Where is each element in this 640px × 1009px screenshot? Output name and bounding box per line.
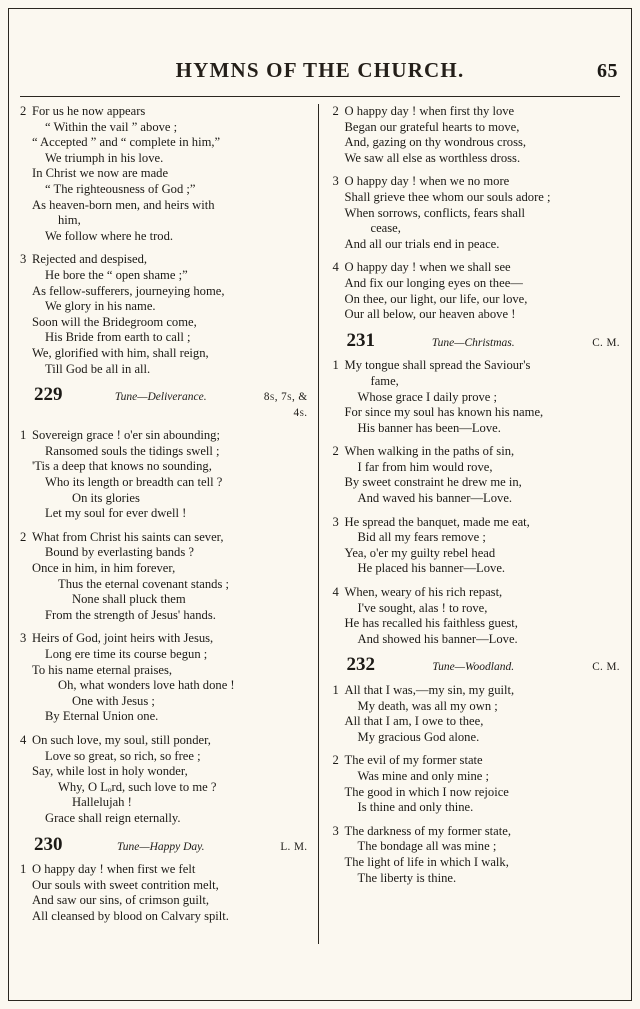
stanza [20, 733, 308, 827]
hymn-tune: Tune—Christmas. [431, 336, 515, 349]
verse-line [333, 276, 621, 292]
verse-text: On its glories [72, 490, 140, 505]
verse-text: The light of life in which I walk, [344, 854, 509, 869]
verse-text: “ Accepted ” and “ complete in him,” [32, 135, 221, 150]
verse-text: I far from him would rove, [357, 459, 493, 474]
verse-text: Why, O Lₒrd, such love to me ? [58, 779, 217, 794]
verse-line [20, 362, 308, 378]
verse-line [333, 785, 621, 801]
verse-line [333, 530, 621, 546]
verse-line [333, 390, 621, 406]
verse-number: 1 [332, 683, 339, 697]
stanza [333, 444, 621, 506]
hymn-heading [20, 384, 308, 421]
verse-text: Hallelujah ! [72, 795, 132, 810]
verse-text: Long ere time its course begun ; [45, 647, 208, 661]
verse-text: He has recalled his faithless guest, [344, 616, 518, 631]
verse-line [20, 561, 308, 577]
verse-text: As fellow-sufferers, journeying home, [32, 283, 225, 298]
verse-text: O happy day ! when first thy love [344, 104, 515, 118]
verse-line [333, 699, 621, 715]
verse-text: We glory in his name. [45, 299, 156, 314]
verse-line [333, 421, 621, 437]
hymn-tune: Tune—Happy Day. [116, 840, 205, 853]
stanza [333, 824, 621, 886]
verse-text: For since my soul has known his name, [344, 405, 544, 420]
verse-number: 3 [20, 252, 27, 267]
verse-line [333, 491, 621, 507]
verse-line [20, 459, 308, 475]
verse-line [20, 592, 308, 608]
verse-text: Soon will the Bridegroom come, [32, 314, 197, 329]
stanza [333, 260, 621, 322]
hymn-meter: L. M. [280, 840, 308, 853]
stanza [333, 683, 621, 745]
verse-number: 3 [332, 174, 339, 189]
hymn-meter: C. M. [592, 336, 620, 349]
verse-line [20, 491, 308, 507]
verse-line [20, 252, 308, 268]
header-rule [20, 96, 620, 97]
verse-line [20, 608, 308, 624]
verse-line [333, 753, 621, 769]
verse-text: Once in him, in him forever, [32, 561, 176, 576]
verse-line [333, 260, 621, 276]
verse-text: And fix our longing eyes on thee— [344, 275, 523, 290]
verse-line [20, 315, 308, 331]
verse-text: My gracious God alone. [357, 729, 480, 744]
verse-text: My tongue shall spread the Saviour's [344, 358, 531, 373]
verse-line [333, 769, 621, 785]
verse-line [333, 444, 621, 460]
hymn-heading [333, 654, 621, 676]
verse-number: 1 [20, 428, 27, 443]
verse-line [333, 871, 621, 887]
verse-text: The evil of my former state [344, 753, 483, 768]
verse-text: As heaven-born men, and heirs with [32, 197, 215, 212]
verse-line [20, 428, 308, 444]
verse-line [20, 182, 308, 198]
verse-line [20, 120, 308, 136]
verse-text: He placed his banner—Love. [357, 561, 506, 576]
verse-line [20, 795, 308, 811]
verse-line [333, 561, 621, 577]
hymn [332, 329, 621, 648]
verse-text: “ The righteousness of God ;” [45, 181, 196, 196]
verse-text: His Bride from earth to call ; [45, 330, 191, 345]
verse-text: Whose grace I daily prove ; [357, 389, 498, 404]
verse-line [333, 190, 621, 206]
stanza [333, 753, 621, 815]
verse-line [20, 444, 308, 460]
verse-text: Began our grateful hearts to move, [344, 119, 520, 134]
verse-line [333, 632, 621, 648]
verse-line [333, 292, 621, 308]
stanza [333, 104, 621, 166]
hymn-meter: C. M. [592, 661, 620, 674]
hymn-tune: Tune—Deliverance. [114, 391, 207, 404]
verse-text: Shall grieve thee whom our souls adore ; [344, 189, 551, 204]
stanza [20, 530, 308, 624]
hymn-number: 232 [346, 654, 375, 676]
hymn-number: 231 [346, 329, 375, 351]
verse-line [20, 780, 308, 796]
verse-line [20, 135, 308, 151]
verse-text: Let my soul for ever dwell ! [45, 506, 187, 521]
stanza [20, 252, 308, 377]
verse-line [20, 663, 308, 679]
verse-line [333, 374, 621, 390]
column-divider [318, 104, 319, 944]
verse-text: Sovereign grace ! o'er sin abounding; [32, 428, 220, 443]
verse-text: Was mine and only mine ; [357, 768, 490, 783]
verse-text: him, [58, 213, 81, 228]
verse-text: For us he now appears [32, 104, 146, 118]
verse-text: His banner has been—Love. [357, 420, 501, 435]
verse-text: cease, [370, 221, 401, 236]
verse-text: O happy day ! when first we felt [32, 862, 196, 877]
verse-text: On thee, our light, our life, our love, [344, 291, 528, 306]
hymn [20, 384, 308, 826]
stanza [333, 358, 621, 436]
verse-line [20, 151, 308, 167]
verse-line [20, 764, 308, 780]
verse-line [20, 268, 308, 284]
verse-line [20, 709, 308, 725]
verse-text: My death, was all my own ; [357, 698, 498, 713]
verse-line [333, 601, 621, 617]
verse-text: Till God be all in all. [45, 361, 151, 376]
verse-line [333, 714, 621, 730]
verse-line [20, 166, 308, 182]
verse-text: He bore the “ open shame ;” [45, 267, 188, 282]
verse-text: We saw all else as worthless dross. [344, 150, 521, 165]
verse-text: On such love, my soul, still ponder, [32, 732, 211, 747]
stanza [20, 428, 308, 522]
verse-text: Is thine and only thine. [357, 800, 474, 815]
verse-line [20, 198, 308, 214]
stanza [333, 174, 621, 252]
verse-line [333, 616, 621, 632]
verse-line [333, 839, 621, 855]
hymn [20, 104, 308, 377]
verse-line [20, 475, 308, 491]
verse-line [333, 800, 621, 816]
verse-number: 2 [332, 104, 339, 118]
verse-line [333, 460, 621, 476]
verse-line [333, 515, 621, 531]
hymn-number: 230 [34, 833, 63, 855]
verse-text: From the strength of Jesus' hands. [45, 607, 216, 622]
verse-text: Grace shall reign eternally. [45, 810, 181, 825]
verse-text: The good in which I now rejoice [344, 784, 509, 799]
hymn [333, 104, 621, 323]
verse-line [333, 151, 621, 167]
verse-text: By Eternal Union one. [45, 709, 159, 724]
verse-text: To his name eternal praises, [32, 662, 173, 677]
verse-line [333, 546, 621, 562]
verse-text: 'Tis a deep that knows no sounding, [32, 459, 212, 474]
verse-line [20, 678, 308, 694]
verse-text: And saw our sins, of crimson guilt, [32, 893, 210, 908]
verse-text: O happy day ! when we no more [344, 174, 510, 189]
verse-text: Bound by everlasting bands ? [45, 545, 194, 560]
verse-line [20, 299, 308, 315]
verse-number: 4 [20, 732, 27, 747]
verse-line [20, 811, 308, 827]
hymn [20, 833, 308, 925]
verse-text: All that I was,—my sin, my guilt, [344, 683, 515, 697]
verse-line [20, 749, 308, 765]
verse-line [333, 855, 621, 871]
verse-line [333, 221, 621, 237]
verse-line [333, 358, 621, 374]
verse-text: And waved his banner—Love. [357, 491, 513, 506]
verse-text: In Christ we now are made [32, 166, 169, 181]
verse-line [20, 346, 308, 362]
verse-text: All that I am, I owe to thee, [344, 714, 484, 729]
verse-line [20, 229, 308, 245]
hymn-heading [20, 833, 308, 856]
right-column [321, 104, 621, 973]
verse-line [333, 135, 621, 151]
verse-line [333, 683, 621, 699]
verse-text: The darkness of my former state, [344, 823, 511, 838]
hymn-tune: Tune—Woodland. [432, 661, 515, 674]
stanza [20, 104, 308, 244]
stanza [20, 631, 308, 725]
verse-text: When sorrows, conflicts, fears shall [344, 205, 525, 220]
hymn [332, 654, 621, 886]
verse-text: What from Christ his saints can sever, [32, 529, 224, 544]
verse-line [20, 878, 308, 894]
verse-text: Love so great, so rich, so free ; [45, 748, 201, 763]
verse-line [20, 893, 308, 909]
verse-line [20, 909, 308, 925]
verse-number: 2 [332, 753, 339, 768]
verse-line [20, 733, 308, 749]
verse-number: 3 [332, 514, 339, 529]
verse-text: Who its length or breadth can tell ? [45, 475, 223, 490]
verse-line [20, 631, 308, 647]
verse-text: Thus the eternal covenant stands ; [58, 576, 230, 591]
verse-text: Ransomed souls the tidings swell ; [45, 443, 220, 458]
verse-number: 4 [332, 585, 339, 600]
verse-line [333, 585, 621, 601]
verse-text: By sweet constraint he drew me in, [344, 475, 522, 490]
verse-line [333, 730, 621, 746]
verse-text: When, weary of his rich repast, [344, 585, 503, 600]
stanza [333, 585, 621, 647]
verse-text: All cleansed by blood on Calvary spilt. [32, 908, 229, 923]
verse-line [20, 104, 308, 120]
verse-line [20, 330, 308, 346]
verse-number: 1 [20, 862, 27, 877]
verse-line [20, 577, 308, 593]
verse-line [333, 104, 621, 120]
verse-text: Our all below, our heaven above ! [344, 307, 516, 322]
verse-line [20, 506, 308, 522]
verse-text: When walking in the paths of sin, [344, 444, 515, 459]
hymn-number: 229 [34, 384, 63, 406]
verse-line [333, 120, 621, 136]
verse-text: We follow where he trod. [45, 228, 174, 243]
verse-text: Yea, o'er my guilty rebel head [344, 545, 496, 560]
verse-text: O happy day ! when we shall see [344, 260, 511, 275]
verse-number: 3 [20, 631, 27, 646]
verse-text: Heirs of God, joint heirs with Jesus, [32, 631, 214, 646]
verse-line [20, 647, 308, 663]
verse-text: Rejected and despised, [32, 252, 148, 267]
verse-line [20, 284, 308, 300]
verse-number: 3 [332, 823, 339, 838]
verse-text: Oh, what wonders love hath done ! [58, 678, 235, 693]
verse-text: He spread the banquet, made me eat, [344, 514, 530, 529]
verse-text: And, gazing on thy wondrous cross, [344, 135, 527, 150]
verse-number: 2 [20, 104, 27, 118]
page-header [20, 58, 620, 88]
verse-text: And showed his banner—Love. [357, 631, 518, 646]
verse-text: Say, while lost in holy wonder, [32, 764, 188, 779]
verse-line [333, 206, 621, 222]
verse-text: The liberty is thine. [357, 870, 457, 885]
verse-line [333, 237, 621, 253]
stanza [333, 515, 621, 577]
verse-line [333, 174, 621, 190]
verse-text: fame, [370, 373, 399, 388]
verse-text: I've sought, alas ! to rove, [357, 600, 488, 615]
verse-text: None shall pluck them [72, 592, 186, 607]
verse-text: We, glorified with him, shall reign, [32, 345, 209, 360]
page-number: 65 [597, 60, 618, 82]
page-title: HYMNS OF THE CHURCH. [175, 58, 465, 82]
verse-line [333, 405, 621, 421]
hymn-heading [333, 329, 621, 352]
verse-line [333, 307, 621, 323]
verse-text: One with Jesus ; [72, 693, 155, 708]
verse-line [20, 862, 308, 878]
verse-number: 2 [332, 444, 339, 459]
verse-text: “ Within the vail ” above ; [45, 119, 178, 134]
verse-number: 1 [332, 358, 339, 373]
verse-text: The bondage all was mine ; [357, 839, 497, 854]
verse-line [20, 545, 308, 561]
verse-text: And all our trials end in peace. [344, 236, 500, 251]
verse-number: 2 [20, 529, 27, 544]
verse-number: 4 [332, 260, 339, 275]
verse-line [20, 530, 308, 546]
verse-line [333, 475, 621, 491]
left-column [20, 104, 316, 973]
text-columns [20, 104, 620, 973]
verse-line [20, 213, 308, 229]
verse-line [333, 824, 621, 840]
hymn-meter: 8s, 7s, & 4s. [263, 391, 308, 419]
stanza [20, 862, 308, 924]
verse-line [20, 694, 308, 710]
verse-text: We triumph in his love. [45, 150, 164, 165]
verse-text: Bid all my fears remove ; [357, 530, 486, 545]
verse-text: Our souls with sweet contrition melt, [32, 877, 219, 892]
